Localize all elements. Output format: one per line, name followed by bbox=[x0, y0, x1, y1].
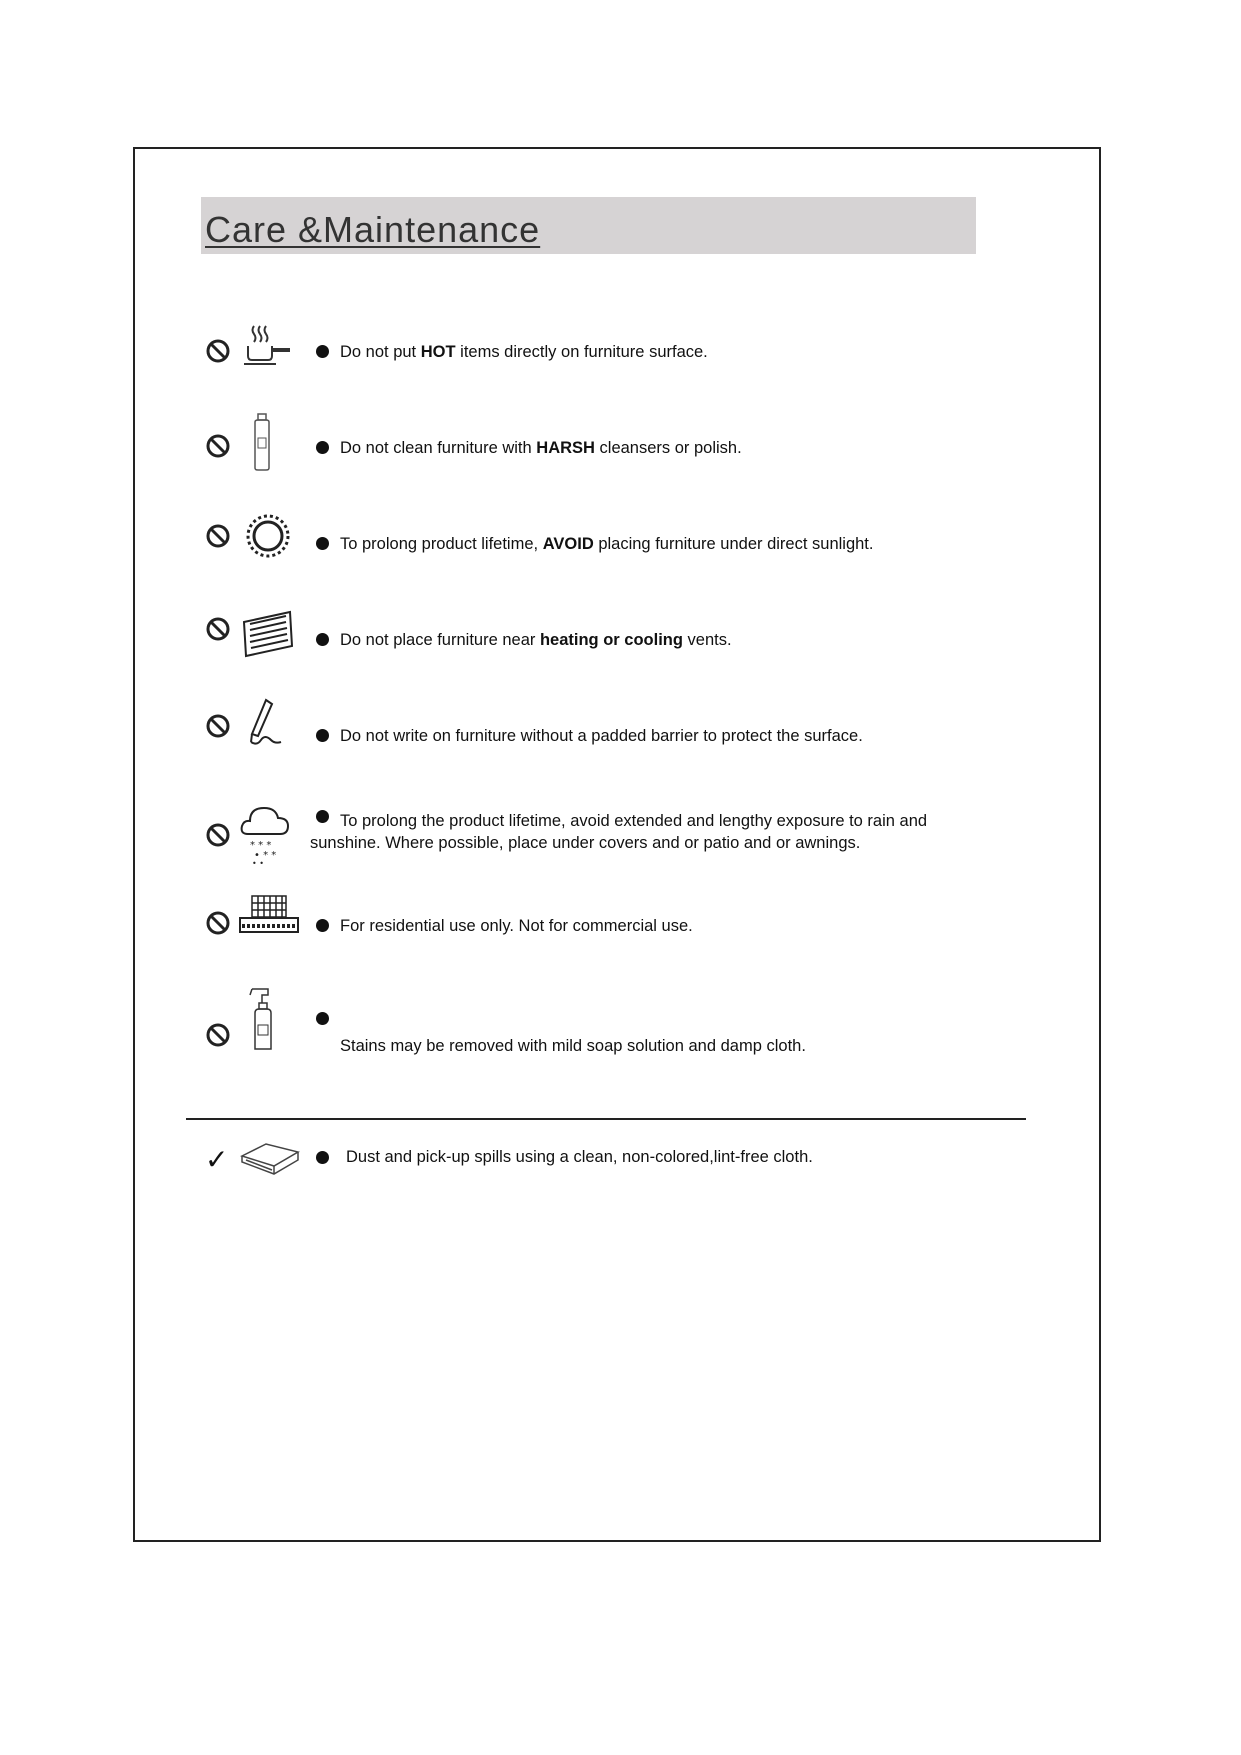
checkmark-icon: ✓ bbox=[205, 1144, 229, 1175]
prohibited-icon bbox=[205, 822, 231, 848]
soap-spray-bottle-icon bbox=[238, 985, 298, 1055]
bullet bbox=[316, 345, 329, 358]
vent-icon bbox=[238, 604, 298, 664]
hot-pan-icon bbox=[238, 322, 298, 382]
sun-icon bbox=[238, 508, 298, 568]
svg-text:• * *: • * * bbox=[254, 850, 277, 861]
bullet bbox=[316, 810, 329, 823]
prohibited-icon bbox=[205, 1022, 231, 1048]
pen-icon bbox=[238, 696, 298, 756]
prohibited-icon bbox=[205, 616, 231, 642]
care-item-7-text: For residential use only. Not for commercial use. bbox=[340, 917, 693, 935]
section-divider bbox=[186, 1118, 1026, 1120]
care-item-4-text: Do not place furniture near heating or cooling vents. bbox=[340, 631, 732, 649]
rain-snow-cloud-icon bbox=[238, 796, 298, 866]
svg-text:• •: • • bbox=[252, 859, 264, 866]
bullet bbox=[316, 441, 329, 454]
care-item-2-text: Do not clean furniture with HARSH cleansers or polish. bbox=[340, 439, 742, 457]
prohibited-icon bbox=[205, 338, 231, 364]
cleanser-bottle-icon bbox=[238, 412, 298, 472]
do-item-text: Dust and pick-up spills using a clean, non-colored,lint-free cloth. bbox=[346, 1148, 813, 1166]
care-item-3-text: To prolong product lifetime, AVOID placing furniture under direct sunlight. bbox=[340, 535, 874, 553]
care-item-6-line-2: sunshine. Where possible, place under covers and or patio and or awnings. bbox=[310, 834, 861, 852]
svg-text:* * *: * * * bbox=[250, 840, 272, 851]
prohibited-icon bbox=[205, 523, 231, 549]
bullet bbox=[316, 633, 329, 646]
care-item-5-text: Do not write on furniture without a padded barrier to protect the surface. bbox=[340, 727, 863, 745]
commercial-building-icon bbox=[238, 892, 300, 952]
prohibited-icon bbox=[205, 433, 231, 459]
cloth-icon bbox=[238, 1138, 298, 1182]
page-title: Care &Maintenance bbox=[205, 209, 541, 250]
prohibited-icon bbox=[205, 910, 231, 936]
bullet bbox=[316, 1012, 329, 1025]
bullet bbox=[316, 1151, 329, 1164]
prohibited-icon bbox=[205, 713, 231, 739]
care-item-1-text: Do not put HOT items directly on furniture surface. bbox=[340, 343, 708, 361]
bullet bbox=[316, 919, 329, 932]
bullet bbox=[316, 729, 329, 742]
care-item-8-text: Stains may be removed with mild soap solution and damp cloth. bbox=[340, 1037, 806, 1055]
bullet bbox=[316, 537, 329, 550]
care-item-6-line-1: To prolong the product lifetime, avoid extended and lengthy exposure to rain and bbox=[340, 812, 928, 830]
